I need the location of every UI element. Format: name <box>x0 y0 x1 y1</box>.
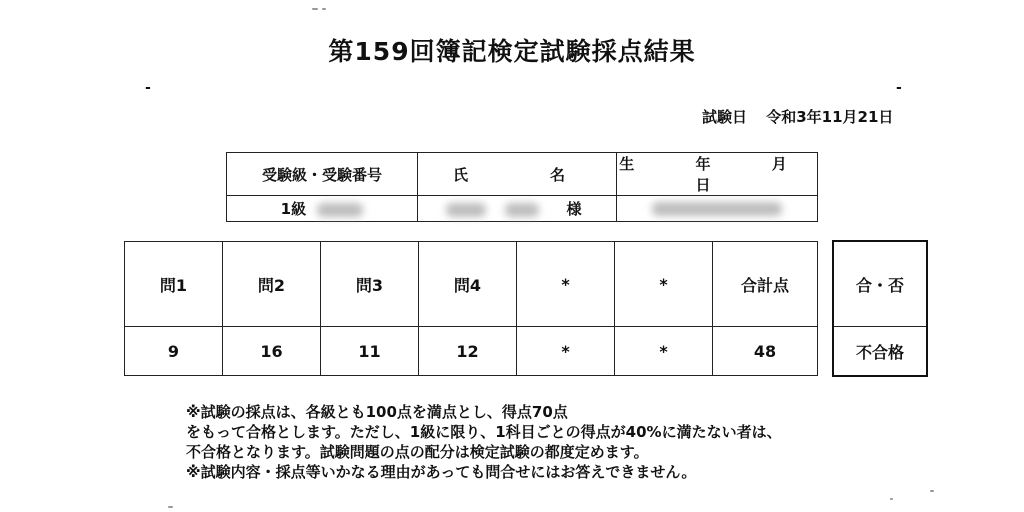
name-column-header <box>418 153 617 196</box>
scan-speck <box>930 490 934 492</box>
dash-mark-left: - <box>145 80 151 96</box>
dob-column-header: 生 年 月 日 <box>617 153 818 196</box>
name-cell <box>418 196 617 222</box>
id-column-header: 受験級・受験番号 <box>227 153 418 196</box>
grade-and-number-cell <box>227 196 418 222</box>
score-value: 9 <box>125 327 223 376</box>
note-line: 不合格となります。試験問題の点の配分は検定試験の都度定めます。 <box>186 443 649 461</box>
exam-date <box>702 106 893 127</box>
honorific: 様 <box>566 200 582 218</box>
note-line: をもって合格とします。ただし、1級に限り、1科目ごとの得点が40%に満たない者は、 <box>186 423 782 441</box>
score-value: 11 <box>321 327 419 376</box>
scan-speck <box>168 506 173 508</box>
score-header: * <box>615 242 713 327</box>
score-value: * <box>517 327 615 376</box>
note-line: ※試験内容・採点等いかなる理由があっても問合せにはお答えできません。 <box>186 463 697 481</box>
name-header-part1: 氏 <box>452 165 468 184</box>
score-header: 問4 <box>419 242 517 327</box>
score-header: 問3 <box>321 242 419 327</box>
notes <box>186 402 782 482</box>
total-score-header: 合計点 <box>713 242 818 327</box>
dob-cell <box>617 196 818 222</box>
score-value: * <box>615 327 713 376</box>
scan-speck <box>322 8 326 10</box>
redacted-given-name <box>505 203 539 217</box>
candidate-info-table <box>226 152 818 222</box>
pass-fail-result: 不合格 <box>855 342 904 362</box>
exam-date-label: 試験日 <box>702 108 748 126</box>
score-value: 16 <box>223 327 321 376</box>
scan-speck <box>890 498 893 500</box>
redacted-exam-number <box>317 203 363 217</box>
score-header: 問2 <box>223 242 321 327</box>
redacted-family-name <box>446 203 486 217</box>
redacted-birth-date <box>652 202 782 216</box>
page-title: 第159回簿記検定試験採点結果 <box>328 37 696 66</box>
grade-value: 1級 <box>280 200 307 218</box>
dash-mark-right: - <box>896 80 902 96</box>
note-line: ※試験の採点は、各級とも100点を満点とし、得点70点 <box>186 403 568 421</box>
name-header-part2: 名 <box>550 165 566 184</box>
score-table <box>124 241 818 376</box>
scan-speck <box>312 8 318 10</box>
pass-fail-header: 合・否 <box>833 241 927 327</box>
score-header: 問1 <box>125 242 223 327</box>
pass-fail-box <box>832 240 928 377</box>
score-value: 12 <box>419 327 517 376</box>
score-header: * <box>517 242 615 327</box>
total-score-value: 48 <box>713 327 818 376</box>
exam-date-value: 令和3年11月21日 <box>766 108 894 126</box>
